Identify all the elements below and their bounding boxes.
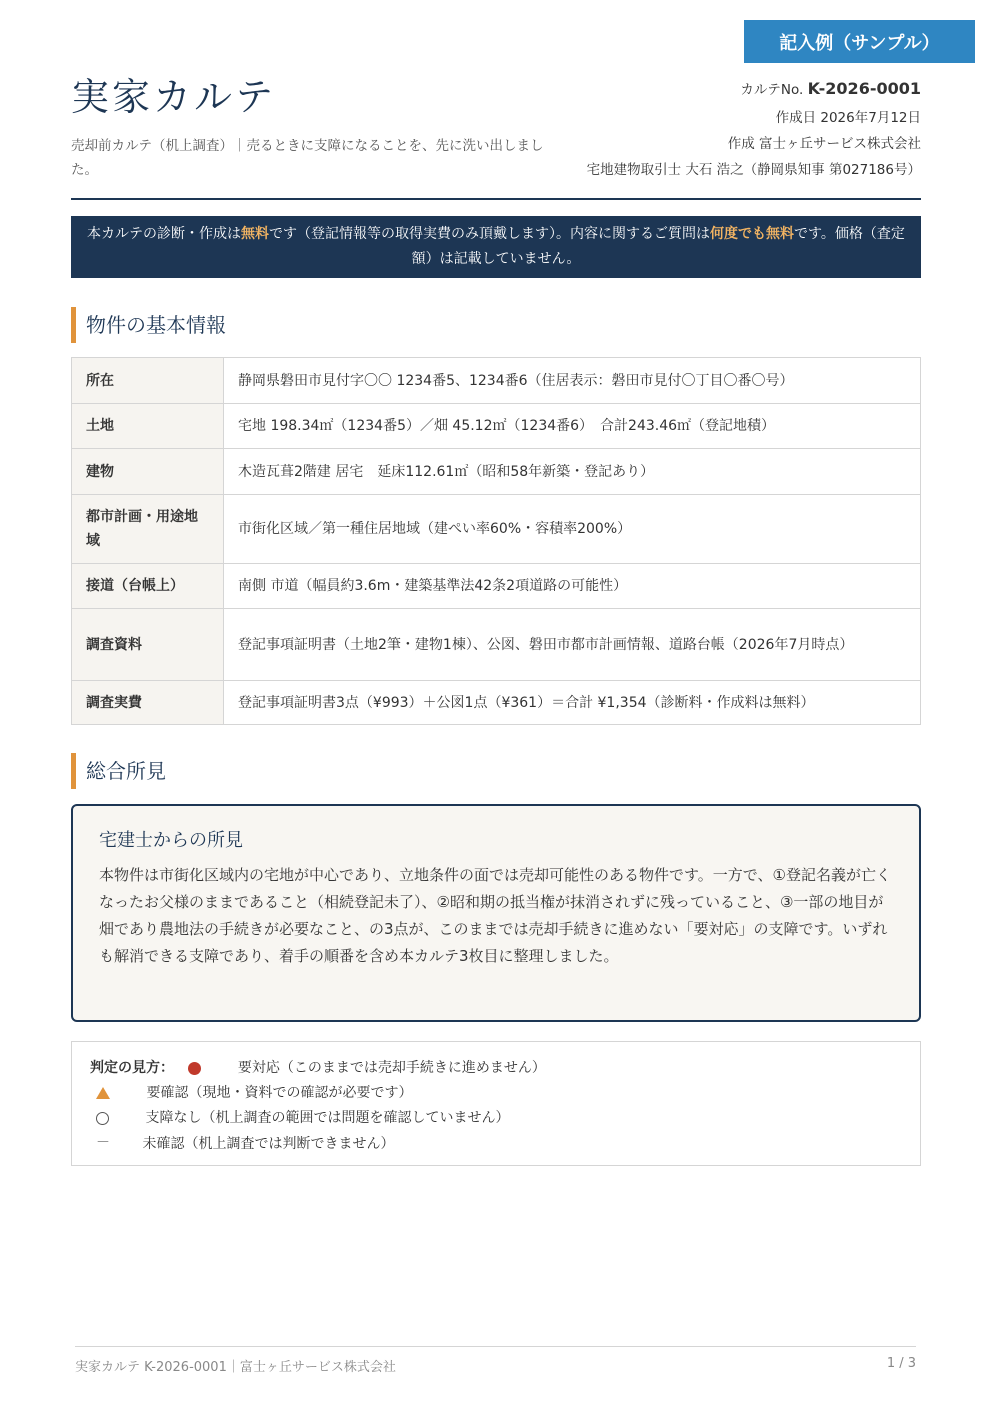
row-label: 接道（台帳上） bbox=[72, 564, 224, 609]
table-row bbox=[72, 404, 921, 449]
author-company: 作成 富士ヶ丘サービス株式会社 bbox=[727, 136, 921, 152]
legend-item bbox=[90, 1106, 902, 1131]
karte-number-row bbox=[587, 76, 921, 103]
sample-badge: 記入例（サンプル） bbox=[744, 20, 975, 63]
row-label: 調査実費 bbox=[72, 681, 224, 725]
table-row bbox=[72, 495, 921, 564]
table-row bbox=[72, 358, 921, 404]
footer-divider bbox=[75, 1346, 916, 1347]
page-subtitle: 売却前カルテ（机上調査）｜売るときに支障になることを、先に洗い出しました。 bbox=[71, 138, 544, 178]
finding-box bbox=[71, 804, 921, 1022]
licensed-agent: 宅地建物取引士 大石 浩之（静岡県知事 第027186号） bbox=[586, 162, 921, 178]
created-date: 作成日 2026年7月12日 bbox=[775, 110, 921, 126]
row-value: 静岡県磐田市見付字〇〇 1234番5、1234番6（住居表示：磐田市見付〇丁目〇番〇号） bbox=[224, 358, 921, 404]
row-value: 宅地 198.34㎡（1234番5）／畑 45.12㎡（1234番6） 合計243.46㎡（登記地積） bbox=[224, 404, 921, 449]
legend-lead: 判定の見方： bbox=[90, 1060, 174, 1076]
legend-item bbox=[90, 1131, 902, 1156]
row-label: 調査資料 bbox=[72, 609, 224, 681]
orange-triangle-icon bbox=[96, 1087, 110, 1099]
finding-title: 宅建士からの所見 bbox=[99, 830, 243, 851]
footer-document-id: 実家カルテ K-2026-0001｜富士ヶ丘サービス株式会社 bbox=[75, 1360, 396, 1375]
row-value: 南側 市道（幅員約3.6m・建築基準法42条2項道路の可能性） bbox=[224, 564, 921, 609]
row-label: 都市計画・用途地域 bbox=[72, 495, 224, 564]
section-heading-basic-info: 物件の基本情報 bbox=[71, 307, 226, 343]
table-row bbox=[72, 449, 921, 495]
notice-text-3: です。価格（査定額）は記載していません。 bbox=[411, 226, 905, 267]
red-dot-icon bbox=[188, 1062, 201, 1075]
legend-text: 支障なし（机上調査の範囲では問題を確認していません） bbox=[145, 1110, 510, 1126]
page-title: 実家カルテ bbox=[71, 75, 277, 119]
karte-number-label: カルテNo. bbox=[740, 82, 804, 98]
notice-highlight-unlimited: 何度でも無料 bbox=[710, 226, 795, 242]
notice-banner bbox=[71, 216, 921, 278]
row-label: 所在 bbox=[72, 358, 224, 404]
property-info-table bbox=[71, 357, 921, 725]
row-value: 木造瓦葺2階建 居宅 延床112.61㎡（昭和58年新築・登記あり） bbox=[224, 449, 921, 495]
dash-icon: － bbox=[96, 1135, 110, 1151]
notice-text-2: です（登記情報等の取得実費のみ頂戴します）。内容に関するご質問は bbox=[269, 226, 711, 242]
legend-text: 要確認（現地・資料での確認が必要です） bbox=[146, 1085, 413, 1101]
notice-highlight-free: 無料 bbox=[241, 226, 270, 242]
row-label: 土地 bbox=[72, 404, 224, 449]
table-row bbox=[72, 609, 921, 681]
legend-text: 要対応（このままでは売却手続きに進めません） bbox=[237, 1060, 546, 1076]
header-divider bbox=[71, 198, 921, 200]
row-value: 市街化区域／第一種住居地域（建ぺい率60%・容積率200%） bbox=[224, 495, 921, 564]
notice-text-1: 本カルテの診断・作成は bbox=[87, 226, 242, 242]
document-meta bbox=[587, 76, 921, 183]
finding-body: 本物件は市街化区域内の宅地が中心であり、立地条件の面では売却可能性のある物件です。一方で、①登記名義が亡くなったお父様のままであること（相続登記未了）、②昭和期の抵当権が抹消されずに残っていること、③一部の地目が畑であり農地法の手続きが必要なこと、の3点が、このままでは売却手続きに進めない「要対応」の支障です。いずれも解消できる支障であり、着手の順番を含め本カルテ3枚目に整理しました。 bbox=[99, 866, 891, 965]
karte-number: K-2026-0001 bbox=[807, 79, 921, 98]
row-label: 建物 bbox=[72, 449, 224, 495]
table-row bbox=[72, 681, 921, 725]
legend-text: 未確認（机上調査では判断できません） bbox=[142, 1135, 395, 1152]
table-row bbox=[72, 564, 921, 609]
legend-item bbox=[90, 1081, 902, 1106]
section-heading-summary: 総合所見 bbox=[71, 753, 166, 789]
judgment-legend bbox=[71, 1041, 921, 1166]
row-value: 登記事項証明書（土地2筆・建物1棟）、公図、磐田市都市計画情報、道路台帳（2026年7月時点） bbox=[224, 609, 921, 681]
row-value: 登記事項証明書3点（¥993）＋公図1点（¥361）＝合計 ¥1,354（診断料・作成料は無料） bbox=[224, 681, 921, 725]
legend-item bbox=[90, 1056, 902, 1081]
page-number: 1 / 3 bbox=[886, 1356, 916, 1371]
white-circle-icon bbox=[96, 1112, 109, 1125]
